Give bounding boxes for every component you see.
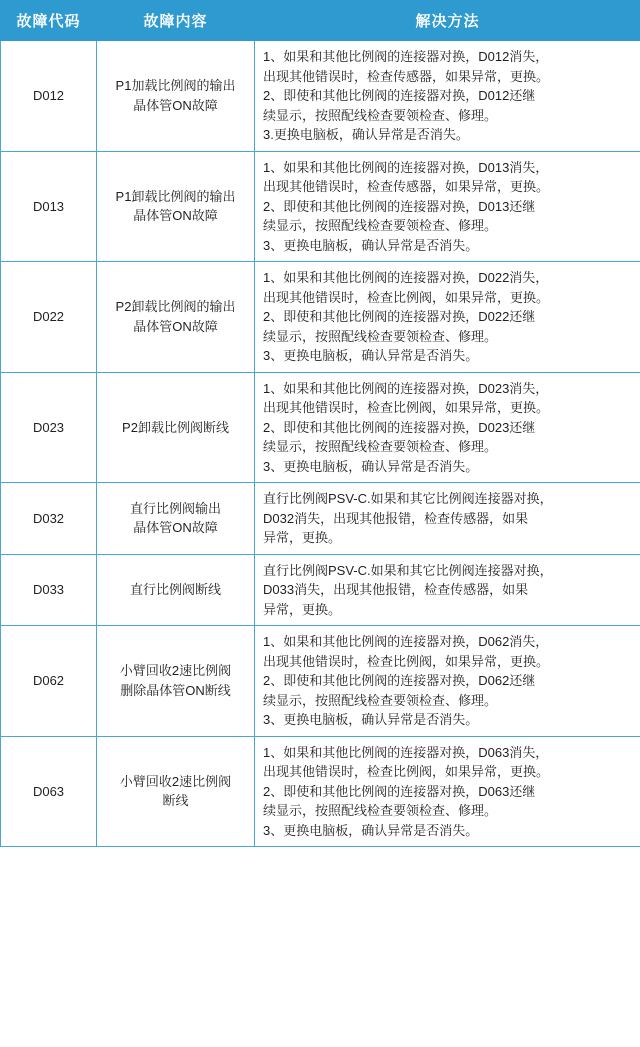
table-row: [1, 626, 640, 737]
fault-description-line: 小臂回收2速比例阀: [119, 663, 232, 679]
solution-line: 2、即使和其他比例阀的连接器对换，D013还继: [263, 198, 536, 214]
solution-line: 出现其他错误时，检查比例阀，如果异常，更换。: [263, 400, 550, 415]
fault-code-cell: D012: [1, 41, 97, 152]
solution-line: D032消失，出现其他报错，检查传感器，如果: [263, 510, 529, 526]
solution-line: 1、如果和其他比例阀的连接器对换，D013消失，: [263, 159, 549, 175]
fault-description-cell: [97, 372, 255, 483]
fault-description-cell: [97, 736, 255, 847]
column-header-fault-description: 故障内容: [97, 1, 255, 41]
solution-line: 2、即使和其他比例阀的连接器对换，D012还继: [263, 88, 536, 103]
solution-line: 3、更换电脑板，确认异常是否消失。: [263, 237, 479, 253]
solution-line: 出现其他错误时，检查传感器，如果异常，更换。: [263, 68, 550, 84]
solution-cell: [255, 151, 640, 262]
table-header: [1, 1, 640, 41]
solution-line: 3、更换电脑板，确认异常是否消失。: [263, 822, 479, 838]
fault-description-cell: [97, 626, 255, 737]
solution-line: 3、更换电脑板，确认异常是否消失。: [263, 712, 479, 727]
solution-line: 1、如果和其他比例阀的连接器对换，D023消失，: [263, 380, 549, 396]
solution-line: 3、更换电脑板，确认异常是否消失。: [263, 458, 479, 474]
solution-line: 2、即使和其他比例阀的连接器对换，D022还继: [263, 309, 536, 324]
fault-description-line: 断线: [162, 793, 189, 809]
fault-description-cell: [97, 262, 255, 373]
solution-line: 3.更换电脑板，确认异常是否消失。: [263, 127, 469, 142]
solution-line: 1、如果和其他比例阀的连接器对换，D063消失，: [263, 744, 549, 760]
solution-line: D033消失，出现其他报错，检查传感器，如果: [263, 582, 529, 597]
fault-code-cell: D063: [1, 736, 97, 847]
fault-description-line: 晶体管ON故障: [133, 520, 218, 536]
solution-line: 异常，更换。: [263, 530, 342, 545]
table-row: [1, 41, 640, 152]
fault-code-cell: D013: [1, 151, 97, 262]
fault-description-line: 小臂回收2速比例阀: [119, 773, 232, 789]
fault-description-line: P1加载比例阀的输出: [115, 78, 236, 94]
solution-line: 3、更换电脑板，确认异常是否消失。: [263, 348, 479, 363]
column-header-fault-code: 故障代码: [1, 1, 97, 41]
table-row: [1, 262, 640, 373]
solution-cell: [255, 736, 640, 847]
column-header-solution: 解决方法: [255, 1, 640, 41]
fault-description-cell: [97, 483, 255, 555]
solution-cell: [255, 554, 640, 626]
table-row: [1, 554, 640, 626]
fault-description-line: 删除晶体管ON断线: [120, 682, 231, 698]
solution-cell: [255, 262, 640, 373]
solution-line: 出现其他错误时，检查比例阀，如果异常，更换。: [263, 653, 550, 669]
solution-line: 续显示，按照配线检查要领检查、修理。: [263, 803, 498, 818]
solution-line: 1、如果和其他比例阀的连接器对换，D022消失，: [263, 270, 549, 285]
solution-line: 异常，更换。: [263, 601, 342, 617]
solution-line: 续显示，按照配线检查要领检查、修理。: [263, 328, 498, 344]
fault-description-cell: [97, 151, 255, 262]
solution-cell: [255, 41, 640, 152]
solution-line: 出现其他错误时，检查比例阀，如果异常，更换。: [263, 764, 550, 779]
solution-line: 1、如果和其他比例阀的连接器对换，D062消失，: [263, 634, 549, 649]
table-body: [1, 41, 640, 847]
fault-description-line: 直行比例阀输出: [129, 500, 221, 516]
solution-line: 直行比例阀PSV-C.如果和其它比例阀连接器对换，: [263, 562, 553, 578]
solution-line: 出现其他错误时，检查传感器，如果异常，更换。: [263, 179, 550, 194]
solution-line: 1、如果和其他比例阀的连接器对换，D012消失，: [263, 49, 549, 64]
fault-code-cell: D023: [1, 372, 97, 483]
table-header-row: [1, 1, 640, 41]
fault-description-line: 晶体管ON故障: [133, 208, 218, 224]
solution-line: 直行比例阀PSV-C.如果和其它比例阀连接器对换，: [263, 491, 553, 506]
table-row: [1, 151, 640, 262]
solution-line: 续显示，按照配线检查要领检查、修理。: [263, 218, 498, 233]
solution-cell: [255, 483, 640, 555]
fault-description-line: P2卸载比例阀断线: [122, 419, 229, 435]
fault-code-cell: D033: [1, 554, 97, 626]
solution-line: 2、即使和其他比例阀的连接器对换，D023还继: [263, 419, 536, 435]
fault-description-cell: [97, 554, 255, 626]
solution-line: 续显示，按照配线检查要领检查、修理。: [263, 107, 498, 123]
fault-description-line: 晶体管ON故障: [133, 318, 218, 334]
table-row: [1, 483, 640, 555]
solution-line: 续显示，按照配线检查要领检查、修理。: [263, 692, 498, 708]
solution-line: 2、即使和其他比例阀的连接器对换，D062还继: [263, 673, 536, 688]
fault-description-cell: [97, 41, 255, 152]
table-row: [1, 372, 640, 483]
solution-cell: [255, 372, 640, 483]
fault-description-line: 直行比例阀断线: [129, 582, 221, 597]
solution-cell: [255, 626, 640, 737]
solution-line: 续显示，按照配线检查要领检查、修理。: [263, 439, 498, 454]
fault-description-line: P1卸载比例阀的输出: [115, 188, 236, 204]
fault-code-cell: D032: [1, 483, 97, 555]
fault-code-cell: D022: [1, 262, 97, 373]
table-row: [1, 736, 640, 847]
fault-description-line: 晶体管ON故障: [133, 97, 218, 113]
solution-line: 出现其他错误时，检查比例阀，如果异常，更换。: [263, 289, 550, 305]
solution-line: 2、即使和其他比例阀的连接器对换，D063还继: [263, 783, 536, 799]
fault-description-line: P2卸载比例阀的输出: [115, 299, 236, 315]
fault-code-cell: D062: [1, 626, 97, 737]
